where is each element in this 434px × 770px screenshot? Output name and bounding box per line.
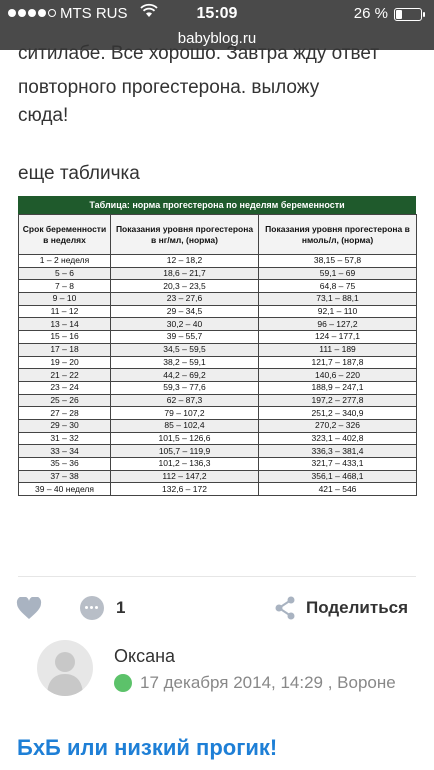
table-cell: 5 – 6 (19, 267, 111, 280)
table-cell: 112 – 147,2 (111, 470, 259, 483)
table-cell: 9 – 10 (19, 293, 111, 306)
share-button[interactable]: Поделиться (306, 598, 409, 617)
table-cell: 62 – 87,3 (111, 394, 259, 407)
clock: 15:09 (196, 5, 238, 22)
table-row (19, 369, 417, 382)
table-cell: 251,2 – 340,9 (259, 407, 417, 420)
table-header-weeks: Срок беременности в неделях (19, 215, 111, 255)
table-cell: 38,2 – 59,1 (111, 356, 259, 369)
carrier-name: MTS RUS (60, 5, 128, 22)
table-cell: 37 – 38 (19, 470, 111, 483)
table-cell: 85 – 102,4 (111, 419, 259, 432)
heart-icon[interactable] (16, 597, 42, 621)
table-cell: 20,3 – 23,5 (111, 280, 259, 293)
table-row (19, 381, 417, 394)
online-status-icon (114, 674, 132, 692)
table-cell: 132,6 – 172 (111, 483, 259, 496)
table-cell: 96 – 127,2 (259, 318, 417, 331)
address-bar-url[interactable]: babyblog.ru (177, 30, 257, 47)
table-row (19, 445, 417, 458)
table-row (19, 293, 417, 306)
comment-count[interactable]: 1 (116, 598, 126, 617)
post-text-line: сюда! (18, 105, 69, 126)
table-cell: 29 – 30 (19, 419, 111, 432)
comment-icon[interactable] (80, 596, 104, 620)
table-header-ng-ml: Показания уровня прогестерона в нг/мл, (норма) (111, 215, 259, 255)
table-cell: 7 – 8 (19, 280, 111, 293)
table-cell: 35 – 36 (19, 458, 111, 471)
table-cell: 23 – 27,6 (111, 293, 259, 306)
table-cell: 79 – 107,2 (111, 407, 259, 420)
battery-icon (394, 8, 422, 21)
table-cell: 13 – 14 (19, 318, 111, 331)
table-row (19, 419, 417, 432)
table-row (19, 458, 417, 471)
table-title: Таблица: норма прогестерона по неделям беременности (18, 196, 416, 214)
post-text-line: ситилабе. Все хорошо. Завтра жду ответ (18, 43, 380, 64)
table-cell: 15 – 16 (19, 331, 111, 344)
table-cell: 59,3 – 77,6 (111, 381, 259, 394)
table-cell: 188,9 – 247,1 (259, 381, 417, 394)
table-row (19, 280, 417, 293)
table-row (19, 356, 417, 369)
next-post-title-link[interactable]: БхБ или низкий прогик! (17, 735, 278, 760)
table-row (19, 407, 417, 420)
table-cell: 18,6 – 21,7 (111, 267, 259, 280)
table-row (19, 432, 417, 445)
table-cell: 34,5 – 59,5 (111, 343, 259, 356)
table-cell: 19 – 20 (19, 356, 111, 369)
progesterone-table (18, 214, 417, 496)
table-cell: 140,6 – 220 (259, 369, 417, 382)
status-bar (0, 0, 434, 28)
progesterone-table-image[interactable] (18, 196, 416, 496)
table-cell: 105,7 – 119,9 (111, 445, 259, 458)
table-cell: 321,7 – 433,1 (259, 458, 417, 471)
avatar[interactable] (37, 640, 93, 696)
table-cell: 39 – 40 неделя (19, 483, 111, 496)
table-row (19, 343, 417, 356)
table-cell: 1 – 2 неделя (19, 255, 111, 268)
table-row (19, 470, 417, 483)
table-cell: 30,2 – 40 (111, 318, 259, 331)
table-cell: 27 – 28 (19, 407, 111, 420)
table-cell: 33 – 34 (19, 445, 111, 458)
table-row (19, 394, 417, 407)
table-row (19, 331, 417, 344)
table-cell: 421 – 546 (259, 483, 417, 496)
table-row (19, 255, 417, 268)
table-cell: 21 – 22 (19, 369, 111, 382)
table-cell: 12 – 18,2 (111, 255, 259, 268)
table-row (19, 318, 417, 331)
table-cell: 270,2 – 326 (259, 419, 417, 432)
table-cell: 323,1 – 402,8 (259, 432, 417, 445)
table-cell: 25 – 26 (19, 394, 111, 407)
table-cell: 11 – 12 (19, 305, 111, 318)
table-cell: 38,15 – 57,8 (259, 255, 417, 268)
table-cell: 111 – 189 (259, 343, 417, 356)
table-cell: 124 – 177,1 (259, 331, 417, 344)
table-cell: 59,1 – 69 (259, 267, 417, 280)
table-cell: 197,2 – 277,8 (259, 394, 417, 407)
table-cell: 101,5 – 126,6 (111, 432, 259, 445)
table-cell: 336,3 – 381,4 (259, 445, 417, 458)
table-cell: 73,1 – 88,1 (259, 293, 417, 306)
table-cell: 39 – 55,7 (111, 331, 259, 344)
table-cell: 121,7 – 187,8 (259, 356, 417, 369)
battery-percentage: 26 % (353, 5, 388, 22)
table-cell: 31 – 32 (19, 432, 111, 445)
author-name[interactable]: Оксана (114, 646, 176, 666)
divider (18, 576, 416, 577)
table-cell: 29 – 34,5 (111, 305, 259, 318)
post-meta: 17 декабря 2014, 14:29 , Вороне (140, 673, 396, 692)
share-icon[interactable] (274, 596, 296, 620)
table-header-nmol-l: Показания уровня прогестерона в нмоль/л, (норма) (259, 215, 417, 255)
table-row (19, 483, 417, 496)
table-cell: 101,2 – 136,3 (111, 458, 259, 471)
table-cell: 64,8 – 75 (259, 280, 417, 293)
table-cell: 92,1 – 110 (259, 305, 417, 318)
table-cell: 356,1 – 468,1 (259, 470, 417, 483)
table-row (19, 267, 417, 280)
table-cell: 17 – 18 (19, 343, 111, 356)
post-text-line: повторного прогестерона. выложу (18, 77, 320, 98)
post-subheading: еще табличка (18, 163, 140, 184)
table-cell: 23 – 24 (19, 381, 111, 394)
table-cell: 44,2 – 69,2 (111, 369, 259, 382)
table-row (19, 305, 417, 318)
